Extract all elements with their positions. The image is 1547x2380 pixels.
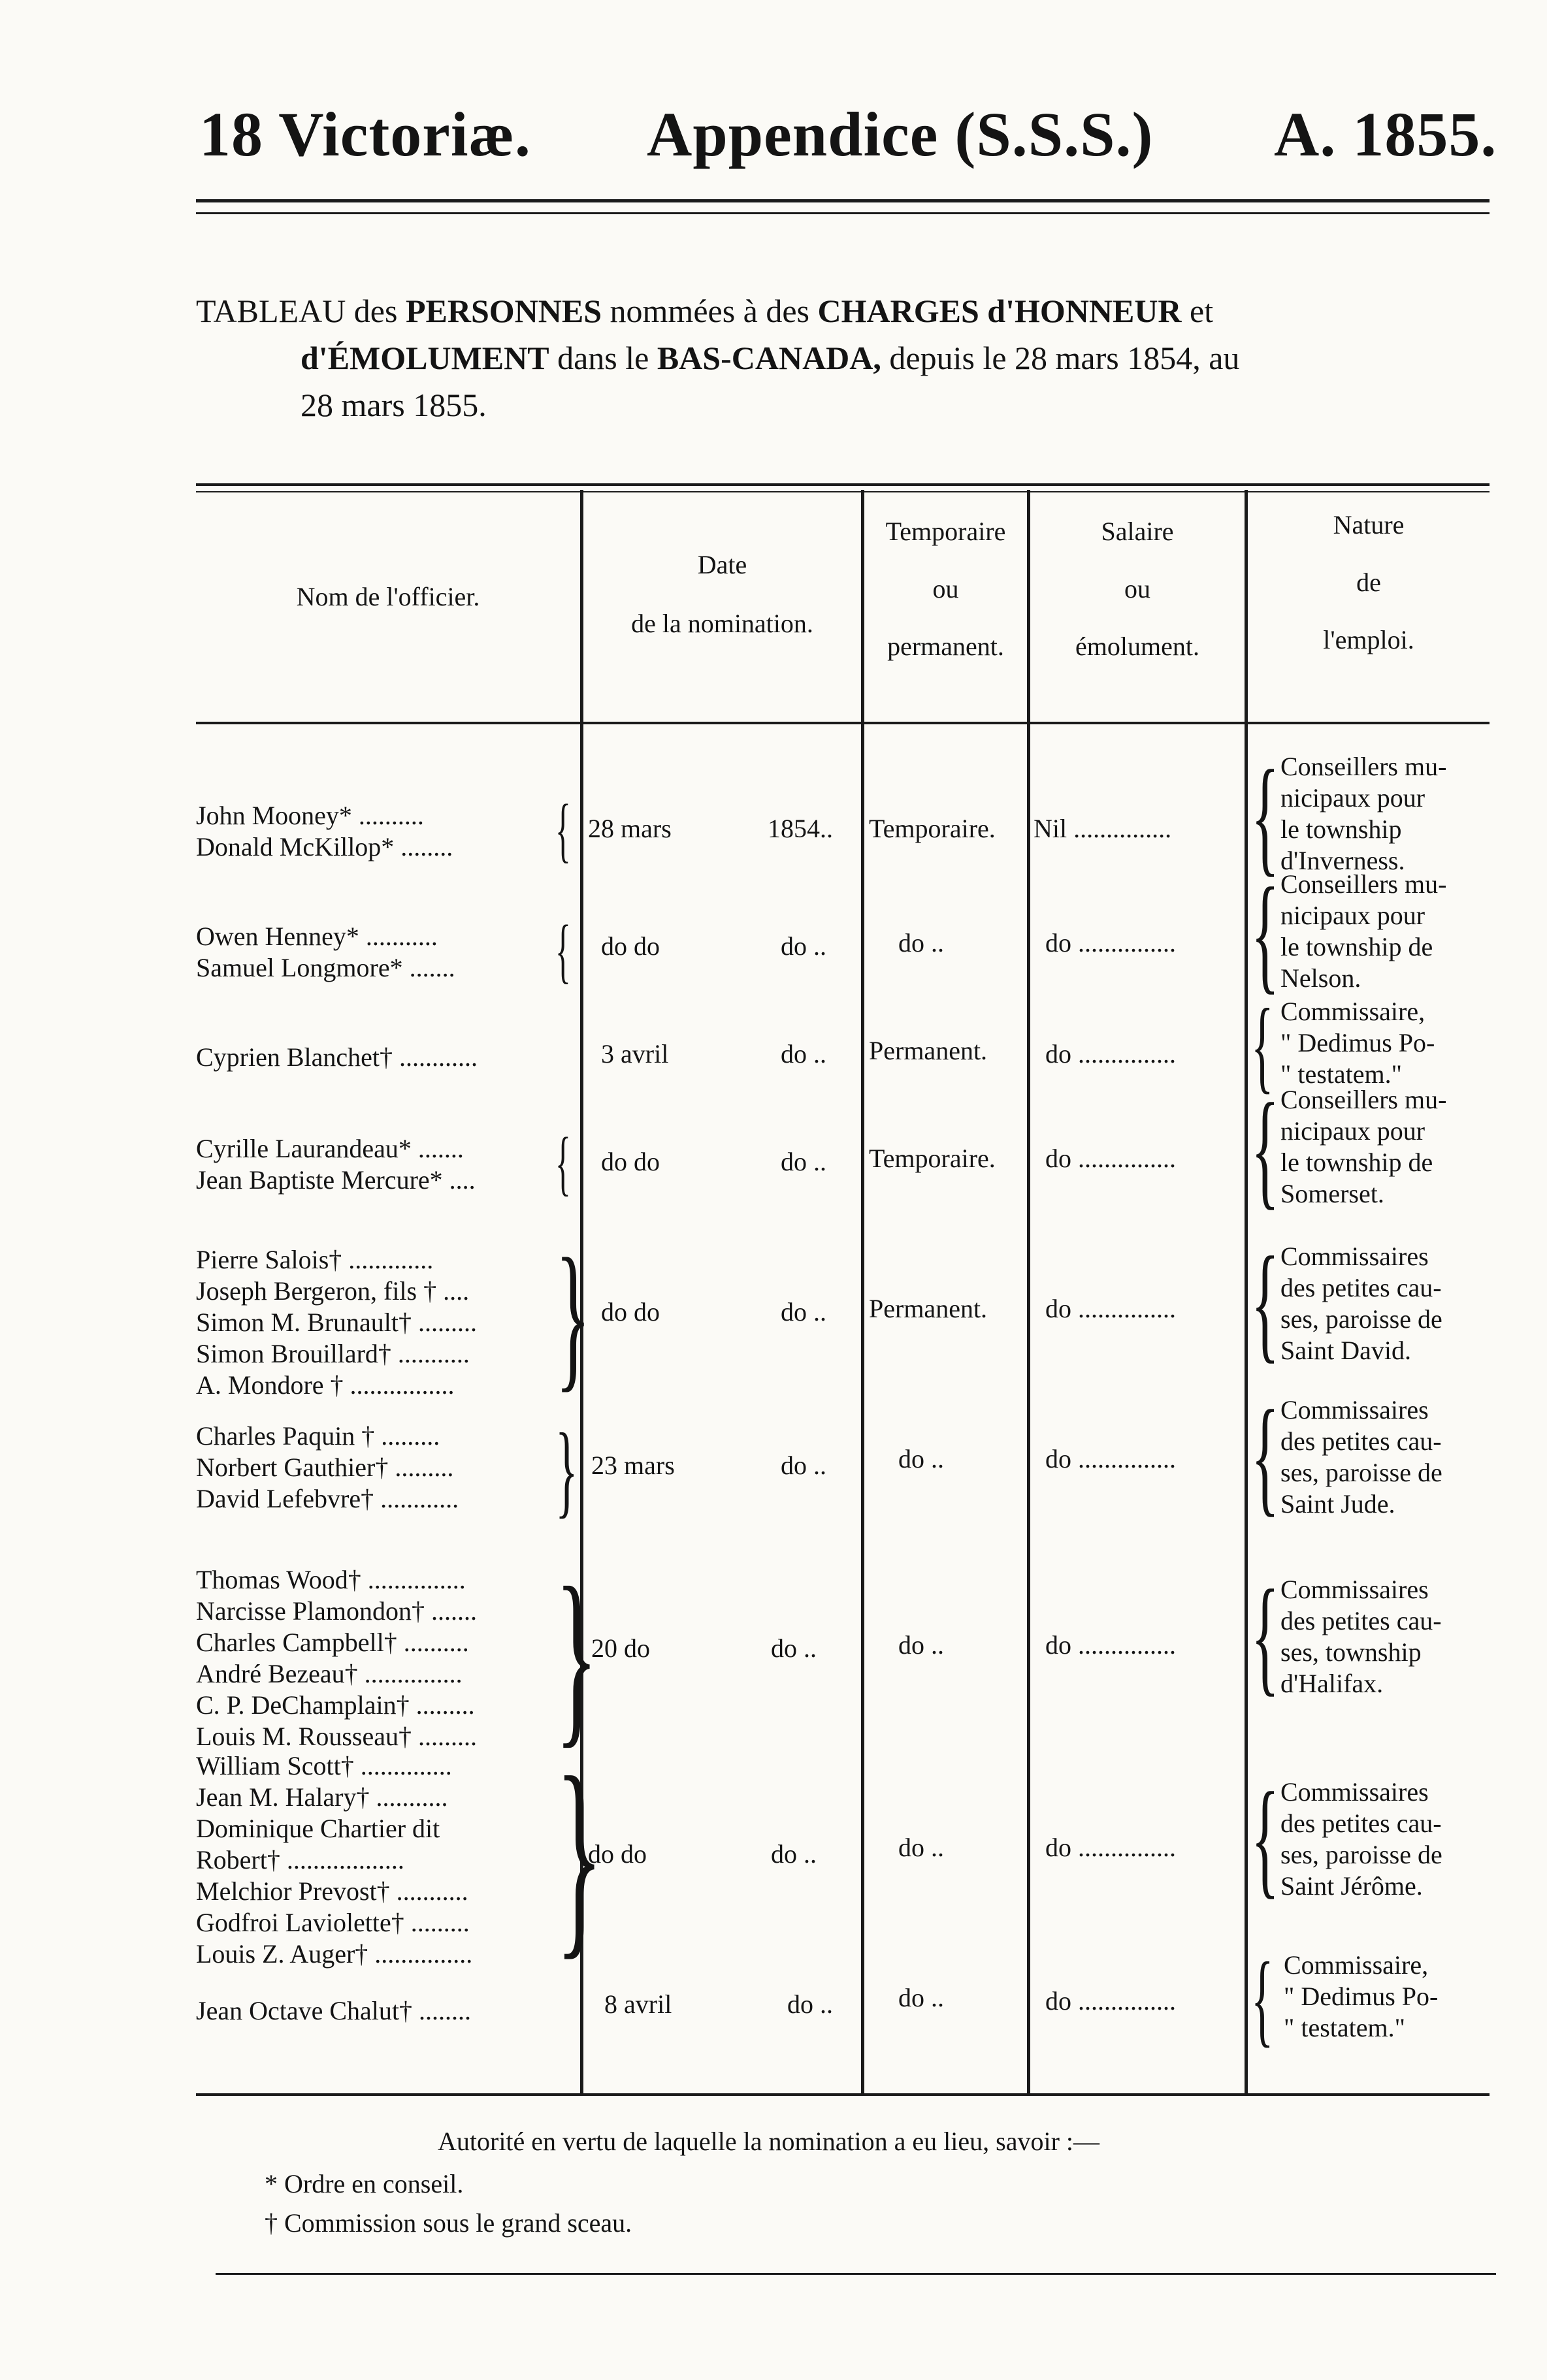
salary: do ............... xyxy=(1045,1294,1176,1323)
nomination-date: 23 mars xyxy=(591,1451,675,1480)
officer-names: Charles Paquin † ......... Norbert Gauthier† ......... David Lefebvre† ............ xyxy=(196,1421,459,1513)
tenure: do .. xyxy=(898,1444,944,1473)
header-rule-top xyxy=(196,199,1490,202)
nomination-year: do .. xyxy=(771,1633,817,1663)
footer-rule xyxy=(216,2273,1496,2275)
nomination-date: 8 avril xyxy=(604,1989,672,2019)
employment-nature: Commissaire, " Dedimus Po- " testatem." xyxy=(1280,997,1435,1089)
brace: { xyxy=(1251,1766,1280,1910)
salary: do ............... xyxy=(1045,1833,1176,1862)
col-header-name: Nom de l'officier. xyxy=(296,582,480,611)
officer-names: Owen Henney* ........... Samuel Longmore* ....... xyxy=(196,922,455,982)
employment-nature: Commissaires des petites cau- ses, paroisse de Saint David. xyxy=(1280,1242,1442,1365)
salary: do ............... xyxy=(1045,1144,1176,1173)
brace: { xyxy=(555,1123,571,1202)
nomination-date: do do xyxy=(601,1297,660,1327)
nomination-year: 1854.. xyxy=(768,814,833,843)
brace: { xyxy=(555,790,571,869)
salary: do ............... xyxy=(1045,1039,1176,1069)
brace: { xyxy=(1251,1940,1274,2057)
officer-names: Cyrille Laurandeau* ....... Jean Baptiste Mercure* .... xyxy=(196,1134,476,1195)
employment-nature: Commissaires des petites cau- ses, paroisse de Saint Jérôme. xyxy=(1280,1777,1442,1901)
col-divider-4 xyxy=(1245,490,1248,2093)
header-center: Appendice (S.S.S.) xyxy=(647,99,1154,169)
brace: { xyxy=(1251,1384,1280,1528)
employment-nature: Commissaire, " Dedimus Po- " testatem." xyxy=(1284,1950,1439,2042)
officer-names: John Mooney* .......... Donald McKillop* ........ xyxy=(196,801,453,861)
order-in-council-note: * Ordre en conseil. xyxy=(265,2169,464,2198)
brace: } xyxy=(555,1225,591,1406)
tenure: do .. xyxy=(898,1983,944,2012)
brace: } xyxy=(555,1731,604,1978)
salary: Nil ............... xyxy=(1034,814,1172,843)
tenure: do .. xyxy=(898,1630,944,1660)
col-divider-2 xyxy=(861,490,864,2093)
brace: } xyxy=(555,1547,598,1764)
nomination-date: 28 mars xyxy=(588,814,672,843)
authority-note: Autorité en vertu de laquelle la nomination a eu lieu, savoir :— xyxy=(438,2127,1100,2156)
table-rule-top xyxy=(196,483,1490,486)
table-title: TABLEAU des PERSONNES nommées à des CHARGES d'HONNEUR et d'ÉMOLUMENT dans le BAS-CANADA, depuis le 28 mars 1854, au 28 mars 1855. xyxy=(196,293,1240,423)
nomination-year: do .. xyxy=(781,931,826,961)
tenure: Temporaire. xyxy=(869,1144,996,1173)
officer-names: Jean Octave Chalut† ........ xyxy=(196,1996,471,2025)
salary: do ............... xyxy=(1045,1986,1176,2016)
nomination-year: do .. xyxy=(781,1297,826,1327)
column-header-rule xyxy=(196,722,1490,724)
tenure: Permanent. xyxy=(869,1294,988,1323)
brace: { xyxy=(1251,1077,1280,1221)
col-header-salary: Salaire ou émolument. xyxy=(1075,517,1199,661)
header-rule-bottom xyxy=(196,212,1490,214)
tenure: Temporaire. xyxy=(869,814,996,843)
brace: { xyxy=(555,910,571,990)
brace: { xyxy=(1251,1230,1280,1375)
tenure: do .. xyxy=(898,928,944,957)
nomination-year: do .. xyxy=(781,1147,826,1176)
commission-note: † Commission sous le grand sceau. xyxy=(265,2208,632,2238)
col-divider-3 xyxy=(1027,490,1030,2093)
employment-nature: Commissaires des petites cau- ses, township d'Halifax. xyxy=(1280,1575,1442,1698)
nomination-date: do do xyxy=(588,1839,647,1869)
nomination-year: do .. xyxy=(781,1451,826,1480)
employment-nature: Conseillers mu- nicipaux pour le township d'Inverness. xyxy=(1280,752,1447,875)
header-right: A. 1855. xyxy=(1274,99,1497,169)
salary: do ............... xyxy=(1045,928,1176,957)
nomination-date: 3 avril xyxy=(601,1039,669,1069)
salary: do ............... xyxy=(1045,1444,1176,1473)
officer-names: Thomas Wood† ............... Narcisse Plamondon† ....... Charles Campbell† .......... André Bezeau† ............... C. P. DeChamplain† ......... Louis M. Rousseau† ......... xyxy=(196,1565,477,1751)
brace: { xyxy=(1251,987,1274,1103)
nomination-year: do .. xyxy=(781,1039,826,1069)
employment-nature: Conseillers mu- nicipaux pour le township de Somerset. xyxy=(1280,1085,1447,1208)
col-header-nature: Nature de l'emploi. xyxy=(1323,510,1414,654)
nomination-date: do do xyxy=(601,931,660,961)
nomination-date: do do xyxy=(601,1147,660,1176)
header-left: 18 Victoriæ. xyxy=(199,99,531,169)
brace: { xyxy=(1251,861,1280,1006)
col-header-date: Date de la nomination. xyxy=(631,550,813,638)
nomination-year: do .. xyxy=(787,1989,833,2019)
nomination-year: do .. xyxy=(771,1839,817,1869)
table-rule-bottom xyxy=(196,2093,1490,2096)
col-header-temp: Temporaire ou permanent. xyxy=(885,517,1006,661)
brace: } xyxy=(555,1411,578,1528)
employment-nature: Commissaires des petites cau- ses, paroisse de Saint Jude. xyxy=(1280,1395,1442,1519)
brace: { xyxy=(1251,744,1280,888)
nomination-date: 20 do xyxy=(591,1633,650,1663)
tenure: do .. xyxy=(898,1833,944,1862)
table-rule-top-2 xyxy=(196,491,1490,492)
officer-names: Pierre Salois† ............. Joseph Bergeron, fils † .... Simon M. Brunault† ......... Simon Brouillard† ........... A. Mondore † ................ xyxy=(196,1245,478,1400)
officer-names: William Scott† .............. Jean M. Halary† ........... Dominique Chartier dit Robert† .................. Melchior Prevost† ........... Godfroi Laviolette† ......... Louis Z. Auger† ............... xyxy=(196,1751,473,1969)
tenure: Permanent. xyxy=(869,1036,988,1065)
officer-names: Cyprien Blanchet† ............ xyxy=(196,1042,478,1072)
salary: do ............... xyxy=(1045,1630,1176,1660)
employment-nature: Conseillers mu- nicipaux pour le township de Nelson. xyxy=(1280,869,1447,993)
brace: { xyxy=(1251,1564,1280,1708)
